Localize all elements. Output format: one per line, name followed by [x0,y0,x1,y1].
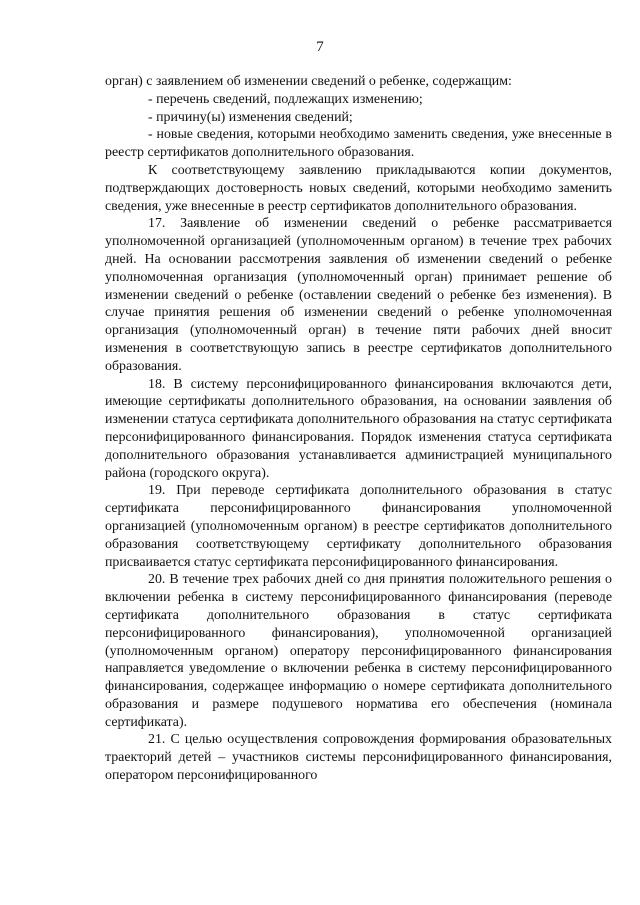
paragraph-continuation: орган) с заявлением об изменении сведений о ребенке, содержащим: [105,74,512,89]
paragraph-19: 19. При переводе сертификата дополнительного образования в статус сертификата персонифицированного финансирования уполномоченной организацией (уполномоченным органом) в реестре сертификатов дополнительного образования соответствующему сертификату дополнительного образования присваивается статус сертификата персонифицированного финансирования. [105,483,612,570]
paragraph-17: 17. Заявление об изменении сведений о ребенке рассматривается уполномоченной организацией (уполномоченным органом) в течение трех рабочих дней. На основании рассмотрения заявления об изменении сведений о ребенке уполномоченная организация (уполномоченный орган) принимает решение об изменении сведений о ребенке (оставлении сведений о ребенке без изменения). В случае принятия решения об изменении сведений о ребенке уполномоченная организация (уполномоченный орган) в течение пяти рабочих дней вносит изменения в соответствующую запись в реестре сертификатов дополнительного образования. [105,216,612,374]
document-body [105,73,612,785]
page-number: 7 [316,39,324,55]
paragraph-20: 20. В течение трех рабочих дней со дня принятия положительного решения о включении ребенка в систему персонифицированного финансирования (переводе сертификата дополнительного образования в статус сертификата персонифицированного финансирования), уполномоченной организацией (уполномоченным органом) оператору персонифицированного финансирования направляется уведомление о включении ребенка в систему персонифицированного финансирования, содержащее информацию о номере сертификата дополнительного образования и размере подушевого норматива его обеспечения (номинала сертификата). [105,572,612,730]
paragraph-21: 21. С целью осуществления сопровождения формирования образовательных траекторий детей – участников системы персонифицированного финансирования, оператором персонифицированного [105,732,612,784]
paragraph-18: 18. В систему персонифицированного финансирования включаются дети, имеющие сертификаты дополнительного образования, на основании заявления об изменении статуса сертификата дополнительного образования на статус сертификата персонифицированного финансирования. Порядок изменения статуса сертификата дополнительного образования устанавливается администрацией муниципального района (городского округа). [105,376,612,481]
paragraph-attachments: К соответствующему заявлению прикладываются копии документов, подтверждающих достоверность новых сведений, которыми необходимо заменить сведения, уже внесенные в реестр сертификатов дополнительного образования. [105,162,612,214]
list-item-change-reasons: - причину(ы) изменения сведений; [148,109,353,125]
list-item-new-data: - новые сведения, которыми необходимо заменить сведения, уже внесенные в реестр сертификатов дополнительного образования. [105,127,612,161]
list-item-changed-fields: - перечень сведений, подлежащих изменению; [148,91,423,107]
